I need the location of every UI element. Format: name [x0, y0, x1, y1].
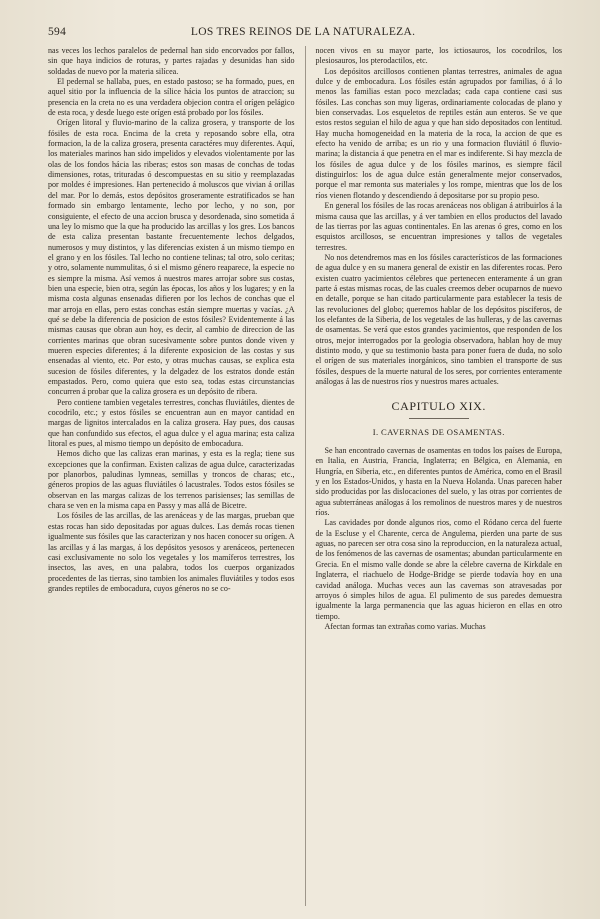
paragraph: Los depósitos arcillosos contienen plantas terrestres, animales de agua dulce y de embocadura. Los fósiles están agrupados por familias, ó á lo menos las familias estan poco mezcladas; cada capa contiene casi sus fósiles. Las conchas son muy ligeras, ordinariamente colocadas de plano y bien conservadas. Los esqueletos de reptiles están aun enteros. Se ve que estos restos seguian el hilo de agua y que han sido depositados con lentitud. Hay mucha homogeneidad en la materia de la roca, la accion de que es efecto ha venido de arriba; es un rio y una formacion fluviátil ó fluvio-marina; la distancia á que penetra en el mar es indiferente. Si hay mezcla de los fósiles de agua dulce y de los fósiles marinos, es siempre fácil distinguirlos: los de agua dulce están generalmente mejor conservados, porque el mar remonta sus materiales y los rompe, mientras que los de los ríos vienen flotando y descendiendo á depositarse por su propio peso. — [315, 66, 562, 200]
right-column-section-body — [315, 446, 562, 632]
paragraph: El pedernal se hallaba, pues, en estado pastoso; se ha formado, pues, en aquel sitio por la influencia de la sílice hácia los puntos de atraccion; su presencia en la creta no es una verdadera objecion contra el orígen pelágico de esta roca, y desde luego este orígen está probado por los fósiles. — [48, 77, 295, 118]
running-header — [48, 26, 562, 38]
paragraph: Afectan formas tan extrañas como varias. Muchas — [324, 621, 486, 631]
paragraph: Pero contiene tambien vegetales terrestres, conchas fluviátiles, dientes de cocodrilo, etc.; y estos fósiles se encuentran aun en mayor cantidad en margas de lignitos intercalados en la caliza grosera. Hay pues, dos causas que han confundido sus efectos, el agua dulce y el agua marina; esta caliza litoral es pues, al mismo tiempo un depósito de embocadura. — [48, 397, 295, 449]
column-divider — [305, 46, 306, 906]
right-column — [315, 46, 562, 906]
paragraph: nas veces los lechos paralelos de pedernal han sido encorvados por fallos, sin que haya indicios de roturas, y partes rajadas y desunidas han sido soldadas de nuevo por la materia silícea. — [48, 46, 295, 76]
text-columns — [48, 46, 562, 906]
paragraph: Hemos dicho que las calizas eran marinas, y esta es la regla; tiene sus excepciones que la confirman. Existen calizas de agua dulce, caracterizadas por planorbos, paludinas lymneas, semillas y troncos de charas; etc., géneros propios de las aguas fluviátiles ó lacustrales. Todos estos fósiles se observan en las margas calizas de los terrenos parisienses; las semillas de chara se ven en la misma capa en Passy y mas allá de Bicetre. — [48, 449, 295, 511]
paragraph: Los fósiles de las arcillas, de las arenáceas y de las margas, prueban que estas rocas han sido depositadas por aguas dulces. Las demás rocas tienen igualmente sus fósiles que las caracterizan y nos hacen conocer su orígen. A las arcillas y á las margas, á los depósitos yesosos y arenáceos, pertenecen casi exclusivamente no solo los vegetales y los mamíferos terrestres, los insectos, las aves, en una palabra, todos los cuerpos organizados procedentes de las tierras, sino tambien los animales fluviátiles y todos esos grandes reptiles de embocadura, cuyos géneros no se co- — [48, 511, 295, 593]
left-column — [48, 46, 295, 906]
paragraph: Orígen litoral y fluvio-marino de la caliza grosera, y transporte de los fósiles de esta roca. Encima de la creta y reposando sobre ella, otra formacion, la de la caliza grosera, presenta caractéres muy diferentes. Aquí, los materiales marinos han sido impelidos y elevados violentamente por las olas de los fondos hácia las riberas; estos son masas de conchas de todas dimensiones, rotas, trituradas ó descompuestas en su sitio y reemplazadas por moldes é impresiones. Han pertenecido á moluscos que vivian á orillas del mar. Por lo demás, estos depósitos groseramente estratificados se han formado sin embargo lentamente, lecho por lecho, y no son, por consiguiente, el efecto de una accion brusca y desordenada, sino sometida á una ley lo mismo que la que ha producido las arcillas y los gres. Los bancos de esta caliza presentan bastante frecuentemente lechos delgados, numerosos y muy distintos, y las diferencias existen á un mismo tiempo en el grano y en los fósiles. Tal lecho no contiene telinas; tal otro, solo ceritas; y otro, solamente nummulitas, ó si el mismo género reaparece, la especie no es siempre la misma. Así vemos á nuestros mares arrojar sobre sus costas, bien una especie, bien otra, según las épocas, los años y los lugares; y en la misma costa algunas ensenadas difieren por los lechos de conchas que el mar arroja en ellas, pero estas conchas están siempre muertas y vacías. ¿A qué se debe la diferencia de posicion de estos fósiles? Evidentemente á las mismas causas que obran aun hoy, es decir, al cambio de direccion de las corrientes marinas que obran sucesivamente sobre puntos donde viven y mueren especies diferentes; á la diferente exposicion de las costas y sus ensenadas al viento, etc. Por esto, y otras muchas causas, se explica esta sucesion de fósiles diferentes, y la delgadez de los estratos donde están empastados. Pero, como quiera que esto sea, todas estas circunstancias concurren á probar que la caliza grosera es un depósito de ribera. — [48, 118, 295, 397]
paragraph: Se han encontrado cavernas de osamentas en todos los países de Europa, en Italia, en Austria, Francia, Inglaterra; en Bélgica, en Alemania, en Hungría, en Siberia, etc., en diferentes puntos de América, como en el Brasil y en los Estados-Unidos, y hasta en la Nueva Holanda. Unas parecen haber sido producidas por las dislocaciones del suelo, y las otras por corrientes de agua subterráneas análogas á los remolinos de nuestros mares y de nuestros ríos. — [315, 446, 562, 518]
paragraph: No nos detendremos mas en los fósiles característicos de las formaciones de agua dulce y en su manera general de existir en las diferentes rocas. Pero existen cuatro yacimientos célebres que pertenecen enteramente á un gran parte á estas mismas rocas, de las cuales creemos deber ocuparnos de nuevo en detalle, porque se han citado particularmente para establecer la tesis de las revoluciones del globo; queremos hablar de los depósitos pisciferos, de los elefantes de la Siberia, de los vegetales de las hulleras, y de las cavernas de osamentas. Se verá que estos grandes yacimientos, que responden de los otros, mejor interrogados por la geologia observadora, hablan hoy de muy distinto modo, y que su testimonio basta para poner fuera de duda, no solo el orígen de sus materiales inorgánicos, sino tambien el transporte de sus fósiles, despues de la muerte natural de los seres, por corrientes enteramente análogas á las de nuestros ríos y nuestros mares actuales. — [315, 252, 562, 386]
running-title: LOS TRES REINOS DE LA NATURALEZA. — [190, 26, 416, 38]
paragraph: nocen vivos en su mayor parte, los ictiosauros, los cocodrilos, los plesiosauros, los pterodactilos, etc. — [315, 46, 562, 66]
right-column-body — [315, 46, 562, 387]
paragraph: En general los fósiles de las rocas arenáceas nos obligan á atribuirlos á la misma causa que las arcillas, y á ver tambien en ellos productos del lavado de las tierras por las aguas continentales. En las arenas ó gres, como en los esquistos arcillosos, se encuentran impresiones y tallos de vegetales terrestres. — [315, 201, 562, 252]
chapter-rule — [409, 418, 469, 419]
page-number: 594 — [48, 26, 67, 38]
section-heading: I. CAVERNAS DE OSAMENTAS. — [372, 426, 505, 437]
chapter-heading: CAPITULO XIX. — [391, 399, 486, 414]
paragraph: Las cavidades por donde algunos rios, como el Ródano cerca del fuerte de la Escluse y el Charente, cerca de Angulema, pierden una parte de sus aguas, no parecen ser otra cosa sino la reproduccion, en la naturaleza actual, de los fenómenos de las cavernas de osamentas; abundan particularmente en Grecia. En el mismo valle donde se abre la célebre caverna de Kirkdale en Inglaterra, el riachuelo de Hodge-Bridge se pierde todavía hoy en una cavidad análoga. Muchas veces aun las cavernas son atravesadas por arroyos ó simples hilos de agua. El pulimento de sus paredes demuestra igualmente la larga permanencia que las aguas hicieron en ellas en otro tiempo. — [315, 518, 562, 621]
